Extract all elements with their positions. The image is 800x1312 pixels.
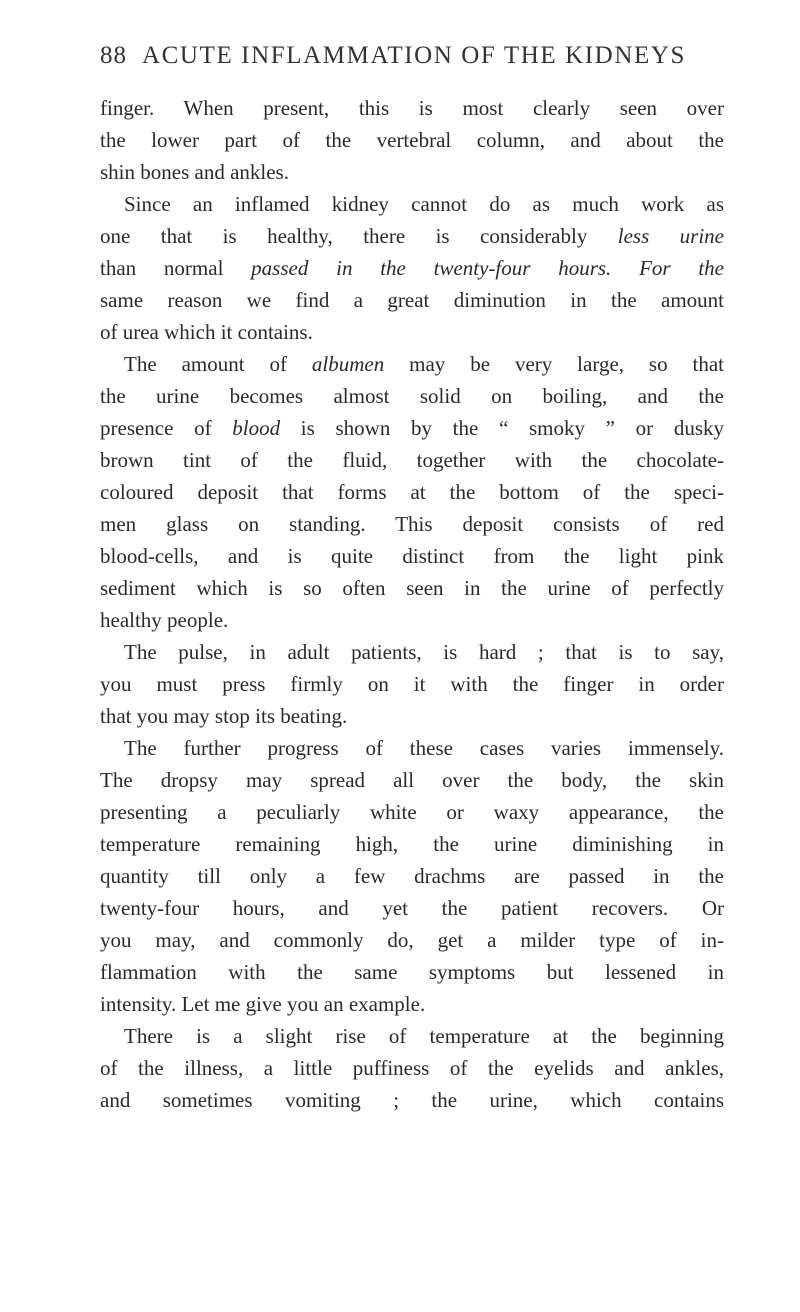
text-line: one that is healthy, there is considerably less urine — [100, 224, 724, 248]
text-line: and sometimes vomiting ; the urine, which contains — [100, 1088, 724, 1112]
text-line: you must press firmly on it with the finger in order — [100, 672, 724, 696]
body-text — [100, 92, 724, 1116]
chapter-title: ACUTE INFLAMMATION OF THE KIDNEYS — [142, 42, 686, 69]
italic-emphasis: albumen — [311, 352, 385, 376]
text-line: same reason we find a great diminution in the amount — [100, 288, 724, 312]
running-head — [100, 42, 740, 82]
text-line: than normal passed in the twenty-four hours. For the — [100, 256, 724, 280]
text-line: that you may stop its beating. — [100, 704, 348, 728]
text-line: shin bones and ankles. — [100, 160, 289, 184]
italic-emphasis: passed in the twenty-four hours. For the — [223, 256, 724, 280]
text-line: presenting a peculiarly white or waxy appearance, the — [100, 800, 724, 824]
italic-emphasis: less urine — [617, 224, 724, 248]
text-line: brown tint of the fluid, together with the chocolate- — [100, 448, 724, 472]
text-line: you may, and commonly do, get a milder type of in- — [100, 928, 724, 952]
text-line: the lower part of the vertebral column, and about the — [100, 128, 724, 152]
text-line: of the illness, a little puffiness of the eyelids and ankles, — [100, 1056, 724, 1080]
italic-emphasis: blood — [232, 416, 281, 440]
text-line: intensity. Let me give you an example. — [100, 992, 426, 1016]
text-line: temperature remaining high, the urine diminishing in — [100, 832, 724, 856]
text-line: the urine becomes almost solid on boiling, and the — [100, 384, 724, 408]
text-line: The further progress of these cases varies immensely. — [124, 736, 724, 760]
text-line: twenty-four hours, and yet the patient recovers. Or — [100, 896, 724, 920]
text-line: The pulse, in adult patients, is hard ; that is to say, — [124, 640, 724, 664]
text-line: The amount of albumen may be very large, so that — [124, 352, 725, 376]
page-number: 88 — [100, 42, 127, 69]
text-line: flammation with the same symptoms but lessened in — [100, 960, 724, 984]
text-line: coloured deposit that forms at the bottom of the speci- — [100, 480, 724, 504]
text-line: men glass on standing. This deposit consists of red — [100, 512, 724, 536]
text-line: healthy people. — [100, 608, 229, 632]
text-line: blood-cells, and is quite distinct from the light pink — [100, 544, 724, 568]
text-line: presence of blood is shown by the “ smoky ” or dusky — [100, 416, 724, 440]
text-line: quantity till only a few drachms are passed in the — [100, 864, 724, 888]
text-line: finger. When present, this is most clearly seen over — [100, 96, 724, 120]
text-line: There is a slight rise of temperature at the beginning — [124, 1024, 724, 1048]
text-line: Since an inflamed kidney cannot do as much work as — [124, 192, 724, 216]
text-line: The dropsy may spread all over the body, the skin — [100, 768, 724, 792]
text-line: of urea which it contains. — [100, 320, 313, 344]
text-line: sediment which is so often seen in the urine of perfectly — [100, 576, 724, 600]
